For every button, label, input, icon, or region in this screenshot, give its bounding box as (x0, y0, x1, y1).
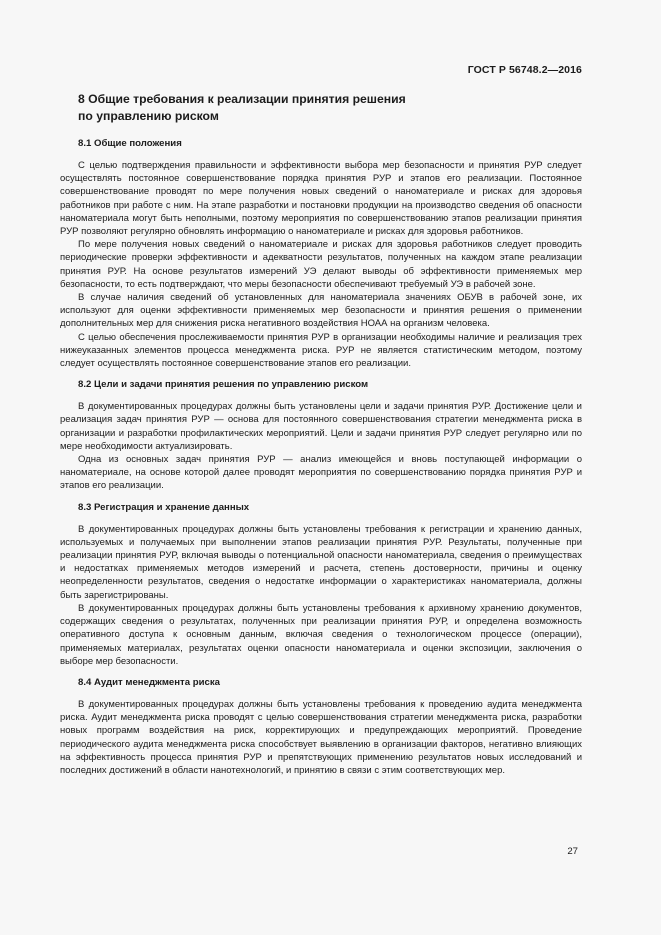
paragraph: В случае наличия сведений об установленных для наноматериала значениях ОБУВ в рабочей зоне, их используют для оценки эффективности применяемых мер безопасности и принятия решения о применении дополнительных мер для снижения риска негативного воздействия НОАА на организм человека. (60, 292, 582, 330)
paragraph: В документированных процедурах должны быть установлены требования к регистрации и хранению данных, используемых и получаемых при выполнении этапов реализации принятия РУР. Результаты, полученные при реализации принятия РУР, включая выводы о потенциальной опасности наноматериала, сведения о преимуществах и недостатках применяемых методов измерений и расчета, степень достоверности, причины и оценку неопределенности результатов, сведения о недостатке информации о характеристиках наноматериала, должны быть зарегистрированы. (60, 523, 582, 601)
section-title: 8.4 Аудит менеджмента риска (78, 676, 220, 688)
page-number: 27 (567, 846, 578, 857)
chapter-title-line-1: 8 Общие требования к реализации принятия решения (78, 92, 406, 106)
chapter-title (78, 91, 582, 125)
paragraph: С целью подтверждения правильности и эффективности выбора мер безопасности и принятия РУР следует осуществлять постоянное совершенствование порядка принятия РУР и этапов его реализации. Постоянное совершенствование проводят по мере получения новых сведений о наноматериале и рисках для здоровья работников при работе с ним. На этапе разработки и постановки продукции на производство сведения об опасности наноматериала могут быть неполными, поэтому мероприятия по совершенствованию этапов реализации принятия РУР позволяют регулярно обновлять информацию о наноматериале и рисках для здоровья работников. (60, 160, 582, 238)
paragraph: Одна из основных задач принятия РУР — анализ имеющейся и вновь поступающей информации о наноматериале, на основе которой далее проводят мероприятия по совершенствованию порядка принятия РУР и этапов его реализации. (60, 454, 582, 492)
section-title: 8.1 Общие положения (78, 138, 182, 149)
paragraph: С целью обеспечения прослеживаемости принятия РУР в организации необходимы наличие и реализация трех нижеуказанных элементов процесса менеджмента риска. РУР не является статистическим методом, поэтому следует осуществлять постоянное совершенствование этапов его реализации. (60, 331, 582, 370)
paragraph: В документированных процедурах должны быть установлены требования к проведению аудита менеджмента риска. Аудит менеджмента риска проводят с целью совершенствования стратегии менеджмента риска, разработки новых программ воздействия на риск, корректирующих и предупреждающих мероприятий. Проведение периодического аудита менеджмента риска способствует выявлению в организации факторов, негативно влияющих на эффективность процесса принятия РУР и препятствующих применению результатов новых исследований и последних достижений в области нанотехнологий, и принятию в связи с этим соответствующих мер. (60, 698, 582, 776)
section-title: 8.2 Цели и задачи принятия решения по управлению риском (78, 379, 369, 391)
standard-code: ГОСТ Р 56748.2—2016 (467, 64, 582, 76)
chapter-title-line-2: по управлению риском (78, 109, 219, 123)
section-title: 8.3 Регистрация и хранение данных (78, 501, 250, 513)
page-content (60, 91, 582, 777)
paragraph: В документированных процедурах должны быть установлены требования к архивному хранению документов, содержащих сведения о результатах, полученных при реализации принятия РУР, и определена возможность оперативного доступа к основным данным, включая сведения о технологическом процессе (операции), применяемых материалах, результатах оценки опасности наноматериала и оценки экспозиции, заключения о выборе мер безопасности. (60, 602, 582, 667)
paragraph: В документированных процедурах должны быть установлены цели и задачи принятия РУР. Достижение цели и реализация задач принятия РУР — основа для постоянного совершенствования стратегии менеджмента риска в организации и разработки профилактических мероприятий. Цели и задачи принятия РУР следует регулярно или по мере необходимости актуализировать. (60, 401, 582, 452)
paragraph: По мере получения новых сведений о наноматериале и рисках для здоровья работников следует проводить периодические проверки эффективности и адекватности результатов, полученных на каждом этапе реализации принятия РУР. На основе результатов измерений УЭ делают выводы об эффективности применяемых мер безопасности, то есть подтверждают, что меры безопасности обеспечивают требуемый УЭ в рабочей зоне. (60, 239, 582, 290)
